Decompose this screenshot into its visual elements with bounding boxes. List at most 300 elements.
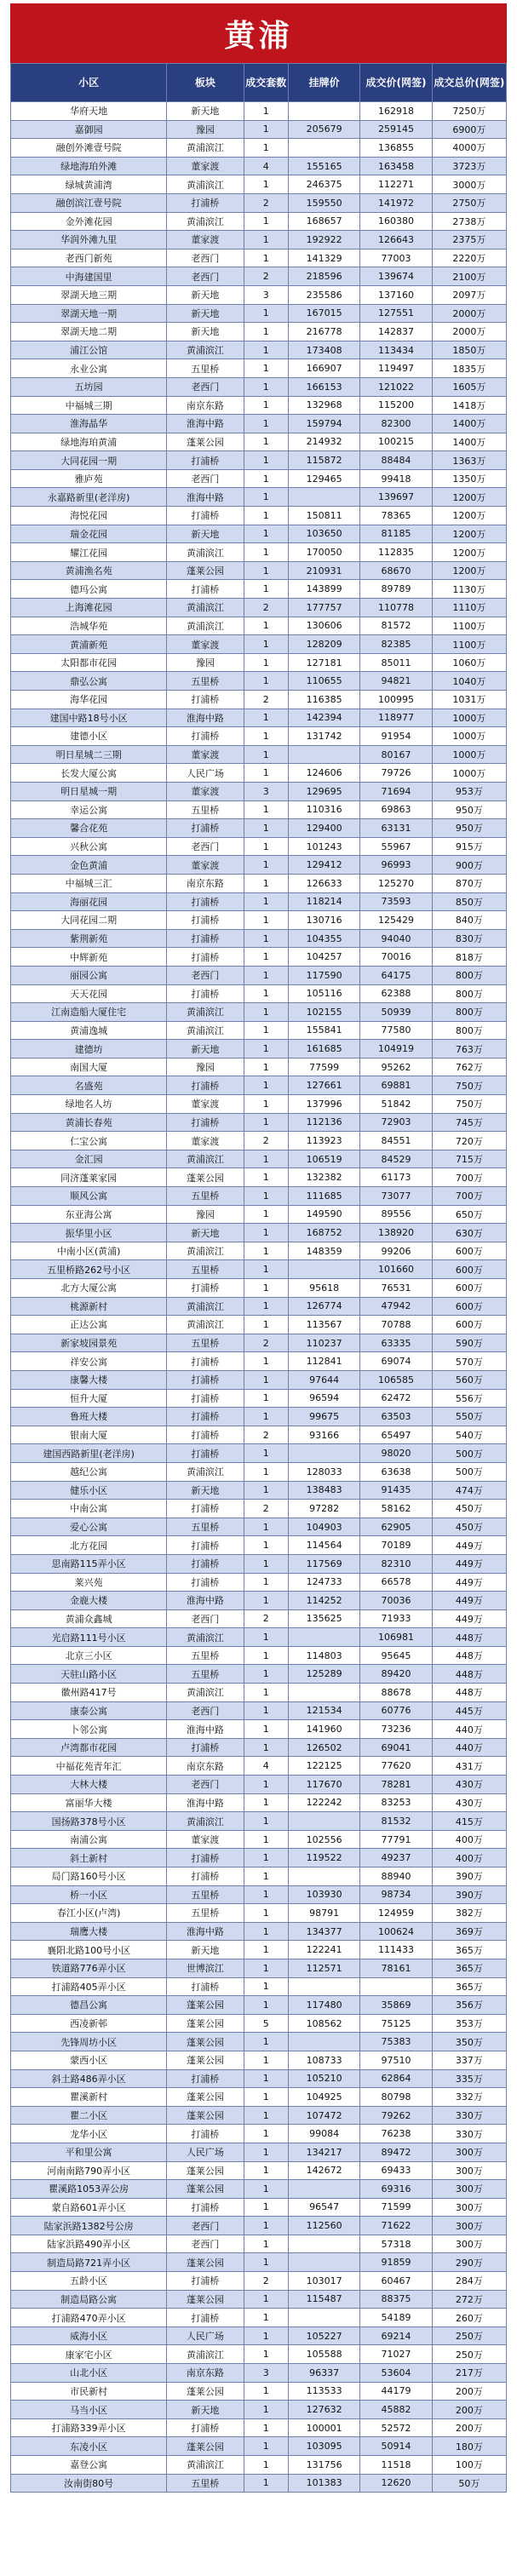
- listing-price-cell: [288, 2033, 359, 2051]
- listing-price-cell: 129412: [288, 856, 359, 875]
- deal-count-cell: 1: [244, 2235, 288, 2253]
- deal-count-cell: 2: [244, 1132, 288, 1150]
- community-cell: 陆家浜路1382号公房: [11, 2217, 167, 2235]
- sector-cell: 老西门: [167, 837, 244, 856]
- table-row: [11, 157, 507, 175]
- community-cell: 嘉登公寓: [11, 2456, 167, 2475]
- table-row: [11, 819, 507, 838]
- deal-total-price-cell: 445万: [432, 1701, 506, 1720]
- deal-unit-price-cell: 64175: [360, 966, 432, 984]
- sector-cell: 打浦桥: [167, 691, 244, 709]
- community-cell: 名盛苑: [11, 1076, 167, 1095]
- community-cell: 思南路115弄小区: [11, 1554, 167, 1573]
- listing-price-cell: 141329: [288, 249, 359, 267]
- deal-count-cell: 1: [244, 2290, 288, 2309]
- deal-unit-price-cell: 63335: [360, 1334, 432, 1352]
- community-cell: 龙华小区: [11, 2125, 167, 2143]
- community-cell: 康泰公寓: [11, 1701, 167, 1720]
- deal-total-price-cell: 200万: [432, 2382, 506, 2401]
- table-row: [11, 2364, 507, 2383]
- deal-count-cell: 1: [244, 1481, 288, 1500]
- community-cell: 健乐小区: [11, 1481, 167, 1500]
- deal-total-price-cell: 365万: [432, 1977, 506, 1996]
- deal-total-price-cell: 630万: [432, 1224, 506, 1242]
- listing-price-cell: 159550: [288, 193, 359, 212]
- sector-cell: 五里桥: [167, 800, 244, 819]
- deal-count-cell: 1: [244, 1021, 288, 1040]
- community-cell: 绿地海珀黄浦: [11, 433, 167, 451]
- listing-price-cell: 128033: [288, 1462, 359, 1481]
- deal-count-cell: 1: [244, 323, 288, 341]
- deal-unit-price-cell: 96993: [360, 856, 432, 875]
- deal-total-price-cell: 200万: [432, 2418, 506, 2437]
- listing-price-cell: 115487: [288, 2290, 359, 2309]
- sector-cell: 淮海中路: [167, 1592, 244, 1610]
- sector-cell: 黄浦滨江: [167, 1242, 244, 1260]
- deal-unit-price-cell: 88678: [360, 1684, 432, 1702]
- sector-cell: 新天地: [167, 1040, 244, 1059]
- listing-price-cell: 127181: [288, 653, 359, 672]
- deal-count-cell: 1: [244, 1996, 288, 2015]
- listing-price-cell: 132968: [288, 396, 359, 415]
- community-cell: 顺风公寓: [11, 1187, 167, 1206]
- community-cell: 海丽花园: [11, 892, 167, 911]
- deal-count-cell: 1: [244, 2382, 288, 2401]
- deal-unit-price-cell: 12620: [360, 2474, 432, 2493]
- community-cell: 鼎弘公寓: [11, 672, 167, 691]
- community-cell: 黄浦逸城: [11, 1021, 167, 1040]
- deal-count-cell: 1: [244, 1150, 288, 1168]
- deal-total-price-cell: 3723万: [432, 157, 506, 175]
- deal-total-price-cell: 260万: [432, 2309, 506, 2327]
- community-cell: 蒙自路601弄小区: [11, 2198, 167, 2217]
- deal-count-cell: 1: [244, 175, 288, 194]
- deal-total-price-cell: 400万: [432, 1849, 506, 1867]
- listing-price-cell: 205679: [288, 120, 359, 139]
- table-row: [11, 2217, 507, 2235]
- listing-price-cell: [288, 1812, 359, 1831]
- deal-total-price-cell: 6900万: [432, 120, 506, 139]
- deal-count-cell: 1: [244, 212, 288, 231]
- community-cell: 制造局路721弄小区: [11, 2253, 167, 2272]
- table-row: [11, 1500, 507, 1518]
- sector-cell: 老西门: [167, 469, 244, 488]
- header-deal-total-price: 成交总价(网签): [432, 64, 506, 102]
- community-cell: 海悦花园: [11, 507, 167, 525]
- deal-total-price-cell: 1400万: [432, 433, 506, 451]
- community-cell: 黄浦长春苑: [11, 1113, 167, 1132]
- deal-total-price-cell: 2750万: [432, 193, 506, 212]
- deal-unit-price-cell: 62472: [360, 1389, 432, 1408]
- deal-unit-price-cell: 78365: [360, 507, 432, 525]
- deal-unit-price-cell: 118977: [360, 709, 432, 727]
- listing-price-cell: 141960: [288, 1720, 359, 1739]
- sector-cell: 蓬莱公园: [167, 2437, 244, 2456]
- sector-cell: 豫园: [167, 1058, 244, 1076]
- table-row: [11, 1757, 507, 1776]
- sector-cell: 打浦桥: [167, 2069, 244, 2088]
- deal-count-cell: 1: [244, 2345, 288, 2364]
- deal-unit-price-cell: 89556: [360, 1205, 432, 1224]
- deal-total-price-cell: 356万: [432, 1996, 506, 2015]
- deal-total-price-cell: 448万: [432, 1646, 506, 1665]
- deal-count-cell: 1: [244, 1701, 288, 1720]
- deal-total-price-cell: 369万: [432, 1922, 506, 1941]
- table-row: [11, 2235, 507, 2253]
- sector-cell: 打浦桥: [167, 1352, 244, 1371]
- community-cell: 融创外滩壹号院: [11, 139, 167, 158]
- deal-total-price-cell: 290万: [432, 2253, 506, 2272]
- deal-count-cell: 1: [244, 1830, 288, 1849]
- deal-unit-price-cell: 82385: [360, 635, 432, 654]
- community-cell: 明日星城二三期: [11, 745, 167, 764]
- sector-cell: 新天地: [167, 304, 244, 323]
- community-cell: 中南小区(黄浦): [11, 1242, 167, 1260]
- listing-price-cell: 126502: [288, 1738, 359, 1757]
- community-cell: 翠湖天地一期: [11, 304, 167, 323]
- table-row: [11, 231, 507, 250]
- deal-count-cell: 1: [244, 911, 288, 930]
- sector-cell: 老西门: [167, 377, 244, 396]
- deal-total-price-cell: 1363万: [432, 451, 506, 470]
- deal-unit-price-cell: 98020: [360, 1444, 432, 1463]
- sector-cell: 黄浦滨江: [167, 175, 244, 194]
- deal-unit-price-cell: 85011: [360, 653, 432, 672]
- listing-price-cell: 107472: [288, 2106, 359, 2125]
- table-row: [11, 1517, 507, 1536]
- community-cell: 建国中路18号小区: [11, 709, 167, 727]
- table-row: [11, 2125, 507, 2143]
- deal-count-cell: 1: [244, 2253, 288, 2272]
- deal-total-price-cell: 450万: [432, 1500, 506, 1518]
- deal-total-price-cell: 440万: [432, 1738, 506, 1757]
- community-cell: 中南公寓: [11, 1500, 167, 1518]
- deal-count-cell: 1: [244, 1977, 288, 1996]
- deal-count-cell: 1: [244, 2474, 288, 2493]
- deal-total-price-cell: 953万: [432, 782, 506, 800]
- deal-count-cell: 1: [244, 249, 288, 267]
- deal-total-price-cell: 800万: [432, 1021, 506, 1040]
- sector-cell: 打浦桥: [167, 1977, 244, 1996]
- deal-unit-price-cell: 138920: [360, 1224, 432, 1242]
- community-cell: 瑞鹰大楼: [11, 1922, 167, 1941]
- deal-total-price-cell: 430万: [432, 1776, 506, 1794]
- community-cell: 康家宅小区: [11, 2345, 167, 2364]
- deal-total-price-cell: 1110万: [432, 599, 506, 617]
- deal-count-cell: 1: [244, 1793, 288, 1812]
- deal-count-cell: 1: [244, 1628, 288, 1647]
- deal-unit-price-cell: 100624: [360, 1922, 432, 1941]
- table-row: [11, 2437, 507, 2456]
- table-row: [11, 1150, 507, 1168]
- community-cell: 绿地海珀外滩: [11, 157, 167, 175]
- sector-cell: 南京东路: [167, 396, 244, 415]
- deal-unit-price-cell: 69881: [360, 1076, 432, 1095]
- listing-price-cell: 129400: [288, 819, 359, 838]
- community-cell: 制造局路公寓: [11, 2290, 167, 2309]
- sector-cell: 老西门: [167, 1609, 244, 1628]
- listing-price-cell: [288, 102, 359, 121]
- community-cell: 五坊园: [11, 377, 167, 396]
- deal-count-cell: 1: [244, 2051, 288, 2069]
- sector-cell: 老西门: [167, 2217, 244, 2235]
- deal-total-price-cell: 330万: [432, 2125, 506, 2143]
- community-cell: 卢湾都市花园: [11, 1738, 167, 1757]
- deal-total-price-cell: 1850万: [432, 341, 506, 359]
- listing-price-cell: 161685: [288, 1040, 359, 1059]
- community-cell: 馨合花苑: [11, 819, 167, 838]
- community-cell: 紫荆新苑: [11, 929, 167, 948]
- deal-unit-price-cell: 112271: [360, 175, 432, 194]
- table-row: [11, 102, 507, 121]
- community-cell: 金鹿大楼: [11, 1592, 167, 1610]
- deal-count-cell: 1: [244, 561, 288, 580]
- listing-price-cell: 115872: [288, 451, 359, 470]
- community-cell: 丽园公寓: [11, 966, 167, 984]
- deal-unit-price-cell: 75125: [360, 2014, 432, 2033]
- community-cell: 绿城黄浦湾: [11, 175, 167, 194]
- listing-price-cell: 105588: [288, 2345, 359, 2364]
- table-row: [11, 1996, 507, 2015]
- deal-total-price-cell: 600万: [432, 1297, 506, 1316]
- table-row: [11, 193, 507, 212]
- listing-price-cell: 168657: [288, 212, 359, 231]
- community-cell: 桃源新村: [11, 1297, 167, 1316]
- deal-unit-price-cell: 69316: [360, 2180, 432, 2199]
- deal-unit-price-cell: 63131: [360, 819, 432, 838]
- deal-unit-price-cell: 71933: [360, 1609, 432, 1628]
- deal-total-price-cell: 300万: [432, 2161, 506, 2180]
- deal-total-price-cell: 800万: [432, 1003, 506, 1022]
- sector-cell: 新天地: [167, 285, 244, 304]
- sector-cell: 蓬莱公园: [167, 1168, 244, 1187]
- deal-unit-price-cell: 77791: [360, 1830, 432, 1849]
- deal-unit-price-cell: 259145: [360, 120, 432, 139]
- sector-cell: 老西门: [167, 267, 244, 286]
- sector-cell: 打浦桥: [167, 1408, 244, 1426]
- deal-total-price-cell: 300万: [432, 2235, 506, 2253]
- table-row: [11, 1370, 507, 1389]
- sector-cell: 黄浦滨江: [167, 2456, 244, 2475]
- deal-count-cell: 1: [244, 102, 288, 121]
- community-cell: 中福城三汇: [11, 874, 167, 892]
- sector-cell: 打浦桥: [167, 1279, 244, 1298]
- community-cell: 中福城三期: [11, 396, 167, 415]
- sector-cell: 打浦桥: [167, 984, 244, 1003]
- listing-price-cell: 127661: [288, 1076, 359, 1095]
- table-row: [11, 1297, 507, 1316]
- deal-count-cell: 1: [244, 874, 288, 892]
- community-cell: 瞿二小区: [11, 2106, 167, 2125]
- listing-price-cell: 124733: [288, 1573, 359, 1592]
- deal-unit-price-cell: 84529: [360, 1150, 432, 1168]
- listing-price-cell: 77599: [288, 1058, 359, 1076]
- table-row: [11, 1408, 507, 1426]
- deal-total-price-cell: 431万: [432, 1757, 506, 1776]
- table-row: [11, 782, 507, 800]
- table-row: [11, 285, 507, 304]
- listing-price-cell: 155165: [288, 157, 359, 175]
- table-row: [11, 2198, 507, 2217]
- deal-total-price-cell: 2375万: [432, 231, 506, 250]
- deal-total-price-cell: 840万: [432, 911, 506, 930]
- listing-price-cell: 96594: [288, 1389, 359, 1408]
- table-row: [11, 451, 507, 470]
- table-row: [11, 2014, 507, 2033]
- table-row: [11, 856, 507, 875]
- deal-unit-price-cell: 44179: [360, 2382, 432, 2401]
- table-row: [11, 599, 507, 617]
- sector-cell: 打浦桥: [167, 2272, 244, 2291]
- table-row: [11, 415, 507, 433]
- community-cell: 太阳都市花园: [11, 653, 167, 672]
- sector-cell: 打浦桥: [167, 929, 244, 948]
- listing-price-cell: 119522: [288, 1849, 359, 1867]
- table-row: [11, 2161, 507, 2180]
- deal-count-cell: 2: [244, 193, 288, 212]
- deal-unit-price-cell: 83253: [360, 1793, 432, 1812]
- sector-cell: 黄浦滨江: [167, 1150, 244, 1168]
- deal-count-cell: 1: [244, 1003, 288, 1022]
- deal-total-price-cell: 1100万: [432, 617, 506, 635]
- table-row: [11, 433, 507, 451]
- deal-count-cell: 1: [244, 2326, 288, 2345]
- deal-count-cell: 1: [244, 1352, 288, 1371]
- sector-cell: 五里桥: [167, 1517, 244, 1536]
- deal-unit-price-cell: 76238: [360, 2125, 432, 2143]
- table-row: [11, 488, 507, 507]
- table-row: [11, 966, 507, 984]
- table-row: [11, 1260, 507, 1279]
- listing-price-cell: 110316: [288, 800, 359, 819]
- listing-price-cell: 103930: [288, 1885, 359, 1904]
- deal-total-price-cell: 600万: [432, 1316, 506, 1334]
- community-cell: 明日星城一期: [11, 782, 167, 800]
- table-row: [11, 1977, 507, 1996]
- table-row: [11, 1536, 507, 1555]
- table-row: [11, 653, 507, 672]
- sector-cell: 黄浦滨江: [167, 1316, 244, 1334]
- table-row: [11, 212, 507, 231]
- deal-count-cell: 1: [244, 1738, 288, 1757]
- sector-cell: 打浦桥: [167, 2125, 244, 2143]
- table-row: [11, 175, 507, 194]
- deal-count-cell: 1: [244, 1684, 288, 1702]
- table-row: [11, 1040, 507, 1059]
- deal-total-price-cell: 300万: [432, 2143, 506, 2161]
- deal-count-cell: 1: [244, 2161, 288, 2180]
- community-cell: 南国大厦: [11, 1058, 167, 1076]
- deal-total-price-cell: 4000万: [432, 139, 506, 158]
- table-row: [11, 1462, 507, 1481]
- sector-cell: 老西门: [167, 1776, 244, 1794]
- deal-unit-price-cell: 80798: [360, 2088, 432, 2107]
- community-cell: 瑞金花园: [11, 525, 167, 543]
- table-row: [11, 1830, 507, 1849]
- community-cell: 黄浦众鑫城: [11, 1609, 167, 1628]
- deal-count-cell: 1: [244, 1205, 288, 1224]
- deal-unit-price-cell: 71027: [360, 2345, 432, 2364]
- deal-count-cell: 1: [244, 1113, 288, 1132]
- deal-total-price-cell: 353万: [432, 2014, 506, 2033]
- deal-count-cell: 1: [244, 1389, 288, 1408]
- deal-total-price-cell: 100万: [432, 2456, 506, 2475]
- listing-price-cell: 143899: [288, 580, 359, 599]
- listing-price-cell: 113923: [288, 1132, 359, 1150]
- deal-total-price-cell: 850万: [432, 892, 506, 911]
- table-row: [11, 1684, 507, 1702]
- sector-cell: 打浦桥: [167, 1426, 244, 1444]
- table-row: [11, 1334, 507, 1352]
- sector-cell: 蓬莱公园: [167, 2161, 244, 2180]
- table-row: [11, 2088, 507, 2107]
- listing-price-cell: 155841: [288, 1021, 359, 1040]
- listing-price-cell: 173408: [288, 341, 359, 359]
- deal-total-price-cell: 450万: [432, 1517, 506, 1536]
- deal-total-price-cell: 950万: [432, 819, 506, 838]
- deal-count-cell: 1: [244, 507, 288, 525]
- deal-count-cell: 4: [244, 157, 288, 175]
- table-row: [11, 617, 507, 635]
- deal-count-cell: 1: [244, 1444, 288, 1463]
- sector-cell: 打浦桥: [167, 2418, 244, 2437]
- community-cell: 中辉新苑: [11, 948, 167, 967]
- deal-count-cell: 1: [244, 1040, 288, 1059]
- sector-cell: 蓬莱公园: [167, 2088, 244, 2107]
- community-cell: 五龄小区: [11, 2272, 167, 2291]
- deal-unit-price-cell: 94040: [360, 929, 432, 948]
- sector-cell: 打浦桥: [167, 1867, 244, 1886]
- header-sector: 板块: [167, 64, 244, 102]
- deal-unit-price-cell: 55967: [360, 837, 432, 856]
- deal-total-price-cell: 7250万: [432, 102, 506, 121]
- deal-unit-price-cell: 125270: [360, 874, 432, 892]
- sector-cell: 人民广场: [167, 2326, 244, 2345]
- sector-cell: 蓬莱公园: [167, 2290, 244, 2309]
- deal-unit-price-cell: 162918: [360, 102, 432, 121]
- deal-count-cell: 2: [244, 1500, 288, 1518]
- listing-price-cell: 101243: [288, 837, 359, 856]
- deal-count-cell: 1: [244, 1867, 288, 1886]
- community-cell: 淮海晶华: [11, 415, 167, 433]
- sector-cell: 打浦桥: [167, 948, 244, 967]
- listing-price-cell: 166907: [288, 359, 359, 378]
- table-row: [11, 1665, 507, 1684]
- deal-total-price-cell: 449万: [432, 1573, 506, 1592]
- table-row: [11, 1849, 507, 1867]
- deal-total-price-cell: 448万: [432, 1665, 506, 1684]
- community-cell: 桥一小区: [11, 1885, 167, 1904]
- deal-count-cell: 1: [244, 2437, 288, 2456]
- sector-cell: 蓬莱公园: [167, 2106, 244, 2125]
- table-row: [11, 2033, 507, 2051]
- deal-unit-price-cell: 82310: [360, 1554, 432, 1573]
- sector-cell: 五里桥: [167, 1904, 244, 1923]
- deal-count-cell: 1: [244, 525, 288, 543]
- community-cell: 北方大厦公寓: [11, 1279, 167, 1298]
- deal-unit-price-cell: 73236: [360, 1720, 432, 1739]
- community-cell: 大同花园二期: [11, 911, 167, 930]
- community-cell: 富丽华大楼: [11, 1793, 167, 1812]
- community-cell: 大同花园一期: [11, 451, 167, 470]
- community-cell: 上海滩花园: [11, 599, 167, 617]
- deal-total-price-cell: 500万: [432, 1444, 506, 1463]
- listing-price-cell: 129465: [288, 469, 359, 488]
- deal-count-cell: 1: [244, 359, 288, 378]
- deal-count-cell: 1: [244, 2088, 288, 2107]
- deal-count-cell: 1: [244, 1408, 288, 1426]
- listing-price-cell: 124606: [288, 764, 359, 783]
